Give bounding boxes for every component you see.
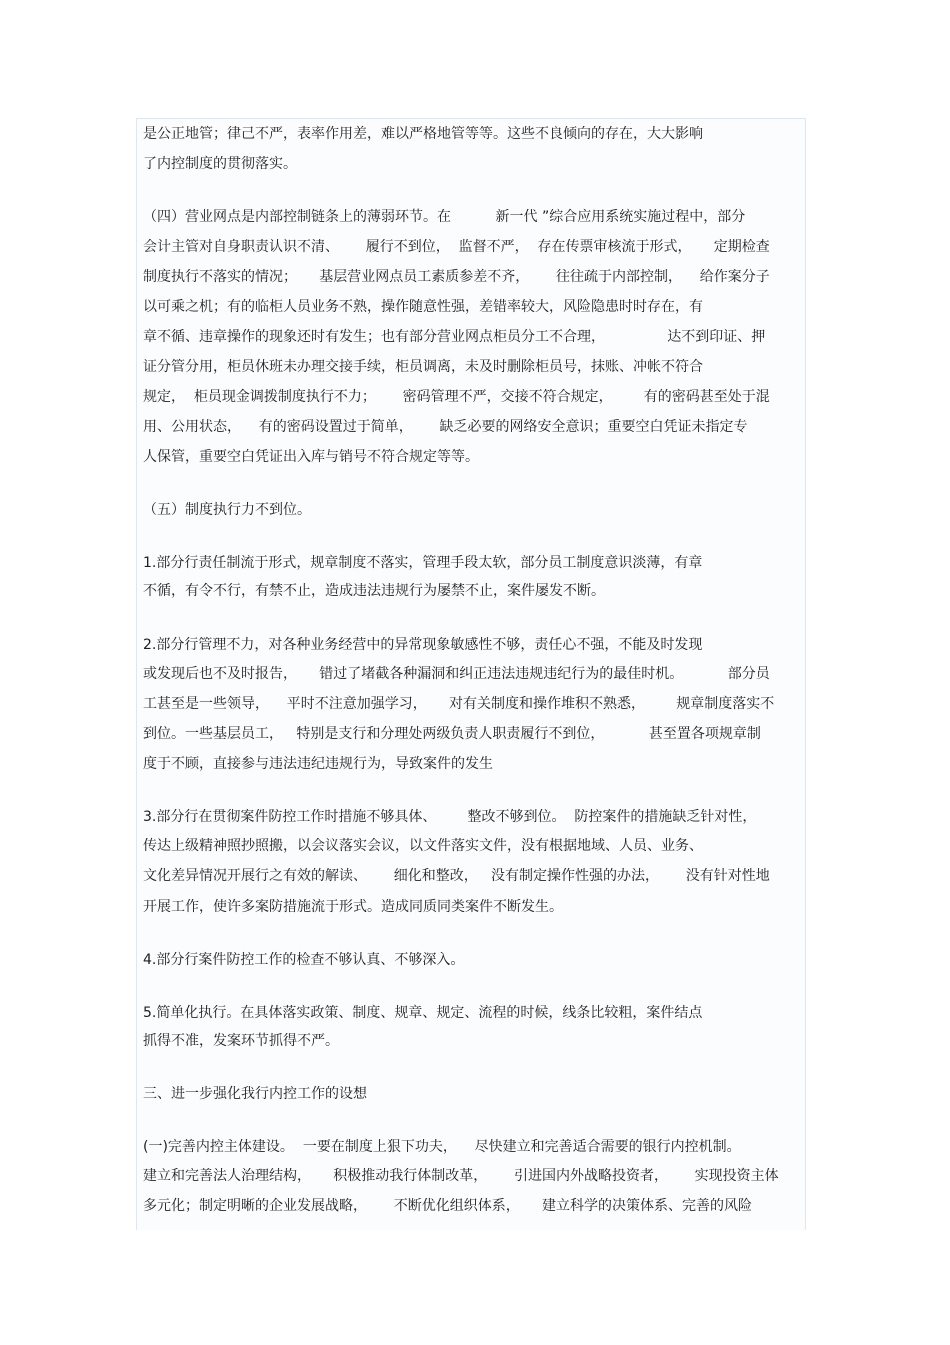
text-line: 2.部分行管理不力，对各种业务经营中的异常现象敏感性不够，责任心不强，不能及时发现 <box>143 637 703 653</box>
text-line: 人保管，重要空白凭证出入库与销号不符合规定等等。 <box>143 449 479 465</box>
text-line: 到位。一些基层员工， 特别是支行和分理处两级负责人职责履行不到位， 甚至置各项规章制 <box>143 726 761 742</box>
text-line: 度于不顾，直接参与违法违纪违规行为，导致案件的发生 <box>143 756 493 772</box>
text-line: （四）营业网点是内部控制链条上的薄弱环节。在 新一代 ”综合应用系统实施过程中，部分 <box>143 209 746 225</box>
text-line: 文化差异情况开展行之有效的解读、 细化和整改， 没有制定操作性强的办法， 没有针对性地 <box>143 868 770 884</box>
text-line: 建立和完善法人治理结构， 积极推动我行体制改革， 引进国内外战略投资者， 实现投资主体 <box>143 1168 779 1184</box>
text-line: 4.部分行案件防控工作的检查不够认真、不够深入。 <box>143 952 465 968</box>
text-line: 1.部分行责任制流于形式，规章制度不落实，管理手段太软，部分员工制度意识淡薄，有章 <box>143 555 703 571</box>
text-line: 3.部分行在贯彻案件防控工作时措施不够具体、 整改不够到位。 防控案件的措施缺乏针对性， <box>143 809 757 825</box>
section-heading: 三、进一步强化我行内控工作的设想 <box>143 1086 367 1102</box>
text-line: 是公正地管；律己不严，表率作用差，难以严格地管等等。这些不良倾向的存在，大大影响 <box>143 126 703 142</box>
text-line: 会计主管对自身职责认识不清、 履行不到位， 监督不严， 存在传票审核流于形式， 定期检查 <box>143 239 770 255</box>
text-line: 或发现后也不及时报告， 错过了堵截各种漏洞和纠正违法违规违纪行为的最佳时机。 部分员 <box>143 666 770 682</box>
text-line: 证分管分用，柜员休班未办理交接手续，柜员调离，未及时删除柜员号，抹账、冲帐不符合 <box>143 359 703 375</box>
text-line: 不循，有令不行，有禁不止，造成违法违规行为屡禁不止，案件屡发不断。 <box>143 583 605 599</box>
text-line: 规定， 柜员现金调拨制度执行不力； 密码管理不严，交接不符合规定， 有的密码甚至处于混 <box>143 389 770 405</box>
text-line: 制度执行不落实的情况； 基层营业网点员工素质参差不齐， 往往疏于内部控制， 给作案分子 <box>143 269 770 285</box>
text-line: 工甚至是一些领导， 平时不注意加强学习， 对有关制度和操作堆积不熟悉， 规章制度落实不 <box>143 696 775 712</box>
text-line: 了内控制度的贯彻落实。 <box>143 156 297 172</box>
text-line: 开展工作，使许多案防措施流于形式。造成同质同类案件不断发生。 <box>143 899 563 915</box>
text-line: 用、公用状态， 有的密码设置过于简单， 缺乏必要的网络安全意识；重要空白凭证未指定专 <box>143 419 748 435</box>
text-line: 传达上级精神照抄照搬，以会议落实会议，以文件落实文件，没有根据地域、人员、业务、 <box>143 838 703 854</box>
section-heading: （五）制度执行力不到位。 <box>143 502 311 518</box>
text-line: 章不循、违章操作的现象还时有发生；也有部分营业网点柜员分工不合理， 达不到印证、押 <box>143 329 766 345</box>
text-line: 以可乘之机；有的临柜人员业务不熟，操作随意性强，差错率较大，风险隐患时时存在，有 <box>143 299 703 315</box>
text-line: 多元化；制定明晰的企业发展战略， 不断优化组织体系， 建立科学的决策体系、完善的风险 <box>143 1198 752 1214</box>
text-line: (一)完善内控主体建设。 一要在制度上狠下功夫， 尽快建立和完善适合需要的银行内控机制。 <box>143 1139 741 1155</box>
text-line: 5.简单化执行。在具体落实政策、制度、规章、规定、流程的时候，线条比较粗，案件结点 <box>143 1005 703 1021</box>
text-line: 抓得不准，发案环节抓得不严。 <box>143 1033 339 1049</box>
